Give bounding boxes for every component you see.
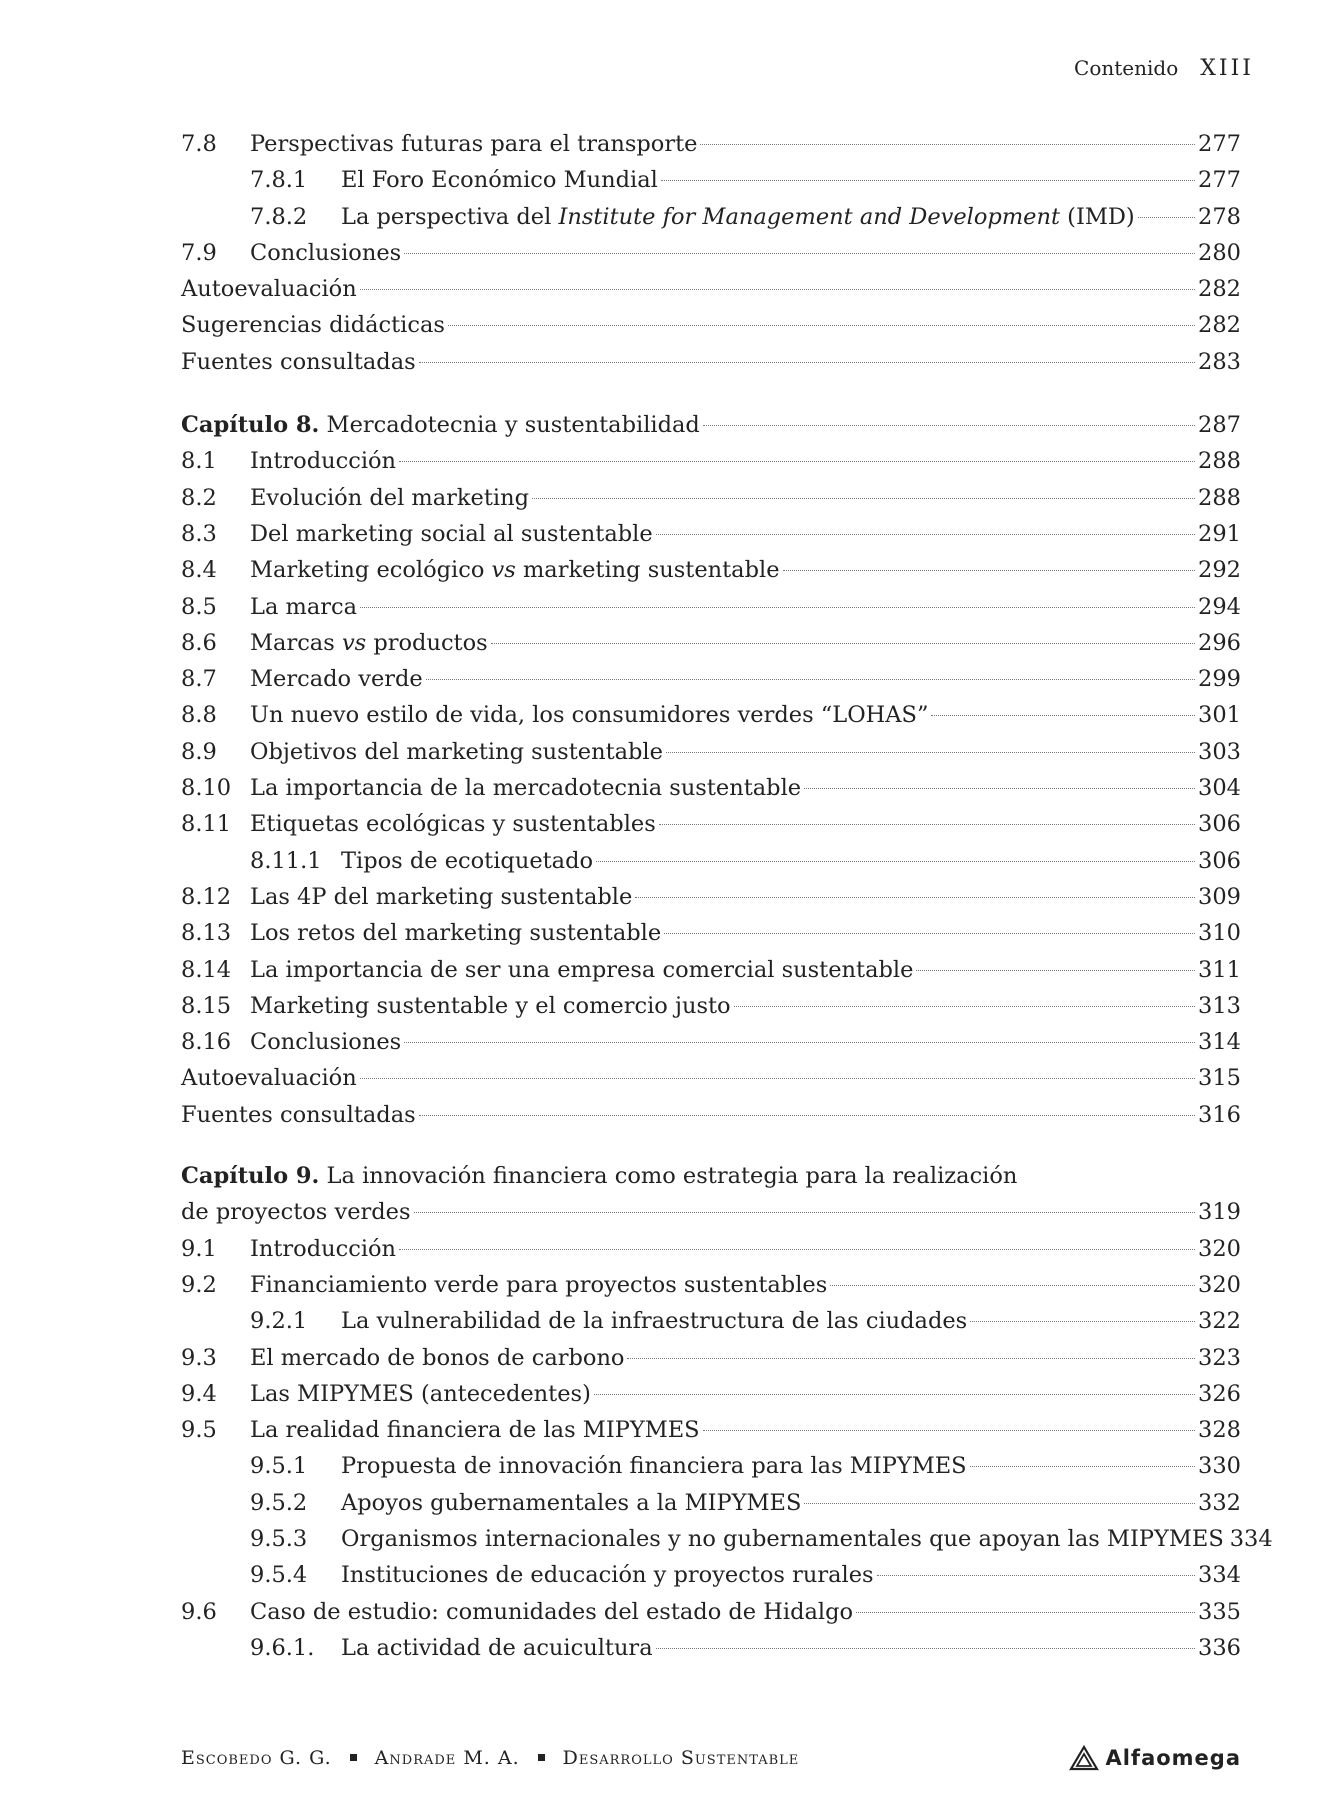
toc-entry-number: 8.10	[181, 775, 232, 802]
bullet-icon	[350, 1754, 357, 1761]
toc-entry-page: 320	[1198, 1271, 1241, 1298]
toc-entry-title-part: La perspectiva del	[341, 203, 559, 230]
leader-dots	[404, 1042, 1195, 1043]
leader-dots	[491, 643, 1195, 644]
toc-entry-number: 9.5	[181, 1417, 217, 1444]
page-footer	[181, 1745, 1241, 1771]
toc-entry-page: 310	[1198, 920, 1241, 947]
toc-entry-page: 282	[1198, 276, 1241, 303]
leader-dots	[804, 788, 1195, 789]
running-header	[1074, 56, 1254, 81]
toc-entry[interactable]	[181, 625, 1241, 661]
toc-entry-number: 9.2	[181, 1271, 217, 1298]
chapter-9-page: 319	[1198, 1199, 1241, 1226]
toc-entry-number: 8.1	[181, 448, 217, 475]
toc-entry-title: Las 4P del marketing sustentable	[250, 883, 633, 910]
toc-entry-title: Autoevaluación	[181, 1065, 357, 1092]
toc-entry-title: La realidad financiera de las MIPYMES	[250, 1417, 700, 1444]
leader-dots	[931, 715, 1195, 716]
toc-entry-number: 8.5	[181, 593, 217, 620]
toc-entry[interactable]	[181, 344, 1241, 380]
toc-entry-title: Mercado verde	[250, 666, 423, 693]
toc-entry[interactable]	[181, 1024, 1241, 1060]
toc-block-chapter8	[181, 443, 1241, 1133]
toc-entry-page: 306	[1198, 811, 1241, 838]
toc-entry-number: 7.8.2	[250, 203, 308, 230]
toc-entry[interactable]	[181, 1303, 1241, 1339]
leader-dots	[656, 1648, 1195, 1649]
toc-entry-number: 9.6.1.	[250, 1634, 315, 1661]
toc-entry-number: 9.3	[181, 1344, 217, 1371]
toc-entry-title: Caso de estudio: comunidades del estado de Hidalgo	[250, 1598, 854, 1625]
leader-dots	[414, 1212, 1196, 1213]
toc-entry[interactable]	[181, 1097, 1241, 1133]
toc-entry[interactable]	[181, 1594, 1241, 1630]
toc-entry-title: Apoyos gubernamentales a la MIPYMES	[341, 1489, 802, 1516]
toc-entry-page: 288	[1198, 484, 1241, 511]
toc-entry-title	[250, 625, 488, 661]
toc-entry-page: 313	[1198, 992, 1241, 1019]
toc-entry-number: 8.3	[181, 520, 217, 547]
toc-entry-number: 9.1	[181, 1235, 217, 1262]
toc-entry[interactable]	[181, 1376, 1241, 1412]
leader-dots	[664, 933, 1195, 934]
toc-entry-number: 7.8	[181, 131, 217, 157]
toc-entry[interactable]	[181, 235, 1241, 271]
leader-dots	[360, 1078, 1195, 1079]
toc-entry-number: 7.8.1	[250, 167, 308, 194]
toc-entry-number: 8.16	[181, 1029, 232, 1056]
toc-entry-page: 304	[1198, 775, 1241, 802]
leader-dots	[830, 1285, 1195, 1286]
toc-entry-number: 8.2	[181, 484, 217, 511]
toc-entry-title: Perspectivas futuras para el transporte	[250, 131, 698, 157]
toc-entry[interactable]	[181, 552, 1241, 588]
leader-dots	[419, 1115, 1195, 1116]
chapter-9-label: Capítulo 9.	[181, 1163, 320, 1190]
toc-entry[interactable]	[181, 697, 1241, 733]
toc-entry-page: 323	[1198, 1344, 1241, 1371]
triangle-logo-icon	[1069, 1745, 1099, 1771]
toc-entry-title: Organismos internacionales y no gubernamentales que apoyan las MIPYMES	[341, 1525, 1224, 1552]
toc-entry[interactable]	[181, 806, 1241, 842]
toc-entry-page: 301	[1198, 702, 1241, 729]
toc-entry-number: 7.9	[181, 239, 217, 266]
toc-entry-page: 315	[1198, 1065, 1241, 1092]
toc-entry-number: 8.9	[181, 738, 217, 765]
toc-entry-title-part: Marcas	[250, 629, 342, 656]
toc-entry-title: Fuentes consultadas	[181, 348, 416, 375]
leader-dots	[1138, 217, 1195, 218]
leader-dots	[627, 1358, 1195, 1359]
leader-dots	[532, 498, 1195, 499]
toc-entry-title: Introducción	[250, 448, 397, 475]
leader-dots	[703, 1430, 1195, 1431]
toc-entry-page: 306	[1198, 847, 1241, 874]
toc-entry[interactable]	[181, 271, 1241, 307]
footer-authors	[181, 1747, 799, 1769]
toc-entry[interactable]	[181, 1060, 1241, 1096]
toc-entry-title: Tipos de ecotiquetado	[341, 847, 594, 874]
toc-block-chapter7-end	[181, 126, 1241, 380]
leader-dots	[970, 1321, 1195, 1322]
bullet-icon	[538, 1754, 545, 1761]
toc-entry[interactable]	[181, 1231, 1241, 1267]
toc-chapter-8[interactable]	[181, 407, 1241, 443]
leader-dots	[596, 861, 1195, 862]
toc-entry-page: 322	[1198, 1308, 1241, 1335]
toc-entry-title: Objetivos del marketing sustentable	[250, 738, 663, 765]
footer-author-1: Escobedo G. G.	[181, 1747, 332, 1769]
toc-entry-page: 334	[1229, 1525, 1273, 1552]
toc-entry-page: 336	[1198, 1634, 1241, 1661]
toc-entry-page: 277	[1198, 167, 1241, 194]
toc-entry-title: La vulnerabilidad de la infraestructura de las ciudades	[341, 1308, 968, 1335]
toc-entry[interactable]	[181, 307, 1241, 343]
toc-entry-number: 8.14	[181, 956, 232, 983]
toc-entry-title: El mercado de bonos de carbono	[250, 1344, 625, 1371]
toc-entry-title-italic: vs	[491, 557, 516, 584]
leader-dots	[856, 1612, 1195, 1613]
toc-entry[interactable]	[181, 589, 1241, 625]
chapter-8-page: 287	[1198, 412, 1241, 439]
toc-entry[interactable]	[181, 1630, 1241, 1666]
toc-entry-page: 326	[1198, 1380, 1241, 1407]
chapter-9-title-line1: La innovación financiera como estrategia para la realización	[319, 1163, 1018, 1190]
leader-dots	[700, 144, 1195, 145]
toc-entry[interactable]	[181, 199, 1241, 235]
toc-entry-page: 283	[1198, 348, 1241, 375]
chapter-8-label: Capítulo 8.	[181, 412, 320, 439]
leader-dots	[661, 180, 1195, 181]
leader-dots	[360, 607, 1195, 608]
toc-entry-title	[341, 199, 1135, 235]
toc-entry-page: 277	[1198, 131, 1241, 157]
toc-entry-number: 8.4	[181, 557, 217, 584]
toc-entry-page: 280	[1198, 239, 1241, 266]
toc-entry[interactable]	[181, 443, 1241, 479]
toc-entry-page: 311	[1198, 956, 1241, 983]
toc-entry-page: 292	[1198, 557, 1241, 584]
leader-dots	[399, 1249, 1195, 1250]
toc-entry-title-part: productos	[366, 629, 488, 656]
leader-dots	[360, 289, 1195, 290]
toc-entry-title: Evolución del marketing	[250, 484, 530, 511]
toc-entry[interactable]	[181, 1412, 1241, 1448]
toc-entry-title: El Foro Económico Mundial	[341, 167, 658, 194]
toc-entry-title-italic: Institute for Management and Development	[558, 203, 1061, 230]
publisher-name: Alfaomega	[1105, 1746, 1241, 1770]
chapter-8-title: Mercadotecnia y sustentabilidad	[319, 412, 700, 439]
leader-dots	[734, 1006, 1195, 1007]
footer-book-title: Desarrollo Sustentable	[562, 1747, 800, 1769]
toc-entry[interactable]	[181, 1340, 1241, 1376]
toc-entry-title-part: (IMD)	[1060, 203, 1135, 230]
toc-entry[interactable]	[181, 952, 1241, 988]
toc-entry-page: 299	[1198, 666, 1241, 693]
toc-entry-page: 316	[1198, 1101, 1241, 1128]
leader-dots	[877, 1575, 1195, 1576]
toc-entry-title: Fuentes consultadas	[181, 1101, 416, 1128]
toc-entry[interactable]	[181, 843, 1241, 879]
toc-entry-title: Financiamiento verde para proyectos sustentables	[250, 1271, 828, 1298]
toc-entry[interactable]	[181, 1557, 1241, 1593]
toc-chapter-9-line2[interactable]	[181, 1194, 1241, 1230]
toc-entry-page: 330	[1198, 1453, 1241, 1480]
leader-dots	[399, 461, 1195, 462]
toc-entry-page: 303	[1198, 738, 1241, 765]
toc-entry[interactable]	[181, 661, 1241, 697]
leader-dots	[419, 362, 1195, 363]
toc-entry[interactable]	[181, 988, 1241, 1024]
leader-dots	[916, 970, 1195, 971]
toc-entry[interactable]	[181, 915, 1241, 951]
toc-entry-number: 9.6	[181, 1598, 217, 1625]
toc-entry-page: 320	[1198, 1235, 1241, 1262]
toc-entry-title: Autoevaluación	[181, 276, 357, 303]
toc-entry-number: 8.7	[181, 666, 217, 693]
leader-dots	[656, 534, 1195, 535]
toc-chapter-9-line1[interactable]	[181, 1158, 1241, 1194]
table-of-contents	[181, 126, 1273, 1666]
toc-entry-title: Propuesta de innovación financiera para las MIPYMES	[341, 1453, 967, 1480]
toc-entry-title: Las MIPYMES (antecedentes)	[250, 1380, 591, 1407]
toc-entry-page: 334	[1198, 1562, 1241, 1589]
toc-entry-number: 8.13	[181, 920, 232, 947]
toc-entry-page: 328	[1198, 1417, 1241, 1444]
leader-dots	[594, 1394, 1195, 1395]
toc-entry[interactable]	[181, 734, 1241, 770]
toc-entry-title: Conclusiones	[250, 1029, 402, 1056]
footer-author-2: Andrade M. A.	[374, 1747, 520, 1769]
leader-dots	[703, 425, 1195, 426]
toc-entry-page: 278	[1198, 203, 1241, 230]
toc-entry-title	[250, 552, 780, 588]
header-section: Contenido	[1074, 56, 1179, 80]
toc-entry-number: 8.8	[181, 702, 217, 729]
header-page-number: XIII	[1200, 56, 1254, 81]
toc-entry[interactable]	[181, 1485, 1241, 1521]
toc-entry-title: La marca	[250, 593, 358, 620]
leader-dots	[426, 679, 1195, 680]
publisher-logo	[1069, 1745, 1241, 1771]
toc-entry[interactable]	[181, 770, 1241, 806]
toc-entry-number: 8.6	[181, 629, 217, 656]
toc-entry-title: Del marketing social al sustentable	[250, 520, 653, 547]
toc-block-chapter9	[181, 1231, 1273, 1667]
toc-entry-title: Etiquetas ecológicas y sustentables	[250, 811, 656, 838]
toc-entry-number: 9.5.2	[250, 1489, 308, 1516]
toc-entry-number: 8.12	[181, 883, 232, 910]
toc-entry-number: 8.15	[181, 992, 232, 1019]
toc-entry-page: 288	[1198, 448, 1241, 475]
leader-dots	[659, 824, 1195, 825]
toc-entry[interactable]	[181, 516, 1241, 552]
toc-entry-title: Un nuevo estilo de vida, los consumidores verdes “LOHAS”	[250, 702, 929, 729]
toc-entry-title: Sugerencias didácticas	[181, 312, 445, 339]
leader-dots	[970, 1466, 1195, 1467]
toc-entry-page: 294	[1198, 593, 1241, 620]
toc-entry-title-part: marketing sustentable	[515, 557, 780, 584]
toc-entry-page: 291	[1198, 520, 1241, 547]
toc-entry-page: 332	[1198, 1489, 1241, 1516]
toc-entry-page: 309	[1198, 883, 1241, 910]
toc-entry-title: Los retos del marketing sustentable	[250, 920, 662, 947]
leader-dots	[448, 325, 1195, 326]
toc-entry-page: 282	[1198, 312, 1241, 339]
leader-dots	[804, 1503, 1195, 1504]
toc-entry[interactable]	[181, 1267, 1241, 1303]
toc-entry-number: 9.5.1	[250, 1453, 308, 1480]
toc-entry-page: 335	[1198, 1598, 1241, 1625]
leader-dots	[635, 897, 1195, 898]
toc-entry-number: 9.2.1	[250, 1308, 308, 1335]
leader-dots	[404, 253, 1195, 254]
toc-entry-title: La importancia de la mercadotecnia sustentable	[250, 775, 802, 802]
toc-entry-title: Marketing sustentable y el comercio justo	[250, 992, 731, 1019]
toc-entry[interactable]	[181, 126, 1241, 162]
toc-entry-number: 9.5.4	[250, 1562, 308, 1589]
chapter-9-title-line2: de proyectos verdes	[181, 1199, 411, 1226]
toc-entry[interactable]	[181, 480, 1241, 516]
toc-entry-number: 8.11.1	[250, 847, 322, 874]
toc-entry[interactable]	[181, 162, 1241, 198]
toc-entry-title-italic: vs	[341, 629, 367, 656]
toc-entry-number: 9.4	[181, 1380, 217, 1407]
toc-entry-title: Introducción	[250, 1235, 397, 1262]
toc-entry-title: La actividad de acuicultura	[341, 1634, 653, 1661]
toc-entry-page: 296	[1198, 629, 1241, 656]
toc-entry[interactable]	[181, 1521, 1273, 1557]
toc-entry-title-part: Marketing ecológico	[250, 557, 492, 584]
toc-entry-number: 9.5.3	[250, 1525, 308, 1552]
leader-dots	[666, 752, 1195, 753]
toc-entry[interactable]	[181, 879, 1241, 915]
toc-entry-number: 8.11	[181, 811, 232, 838]
leader-dots	[783, 570, 1196, 571]
toc-entry-title: Conclusiones	[250, 239, 402, 266]
toc-entry-title: Instituciones de educación y proyectos rurales	[341, 1562, 874, 1589]
toc-entry[interactable]	[181, 1448, 1241, 1484]
toc-entry-page: 314	[1198, 1029, 1241, 1056]
toc-entry-title: La importancia de ser una empresa comercial sustentable	[250, 956, 914, 983]
